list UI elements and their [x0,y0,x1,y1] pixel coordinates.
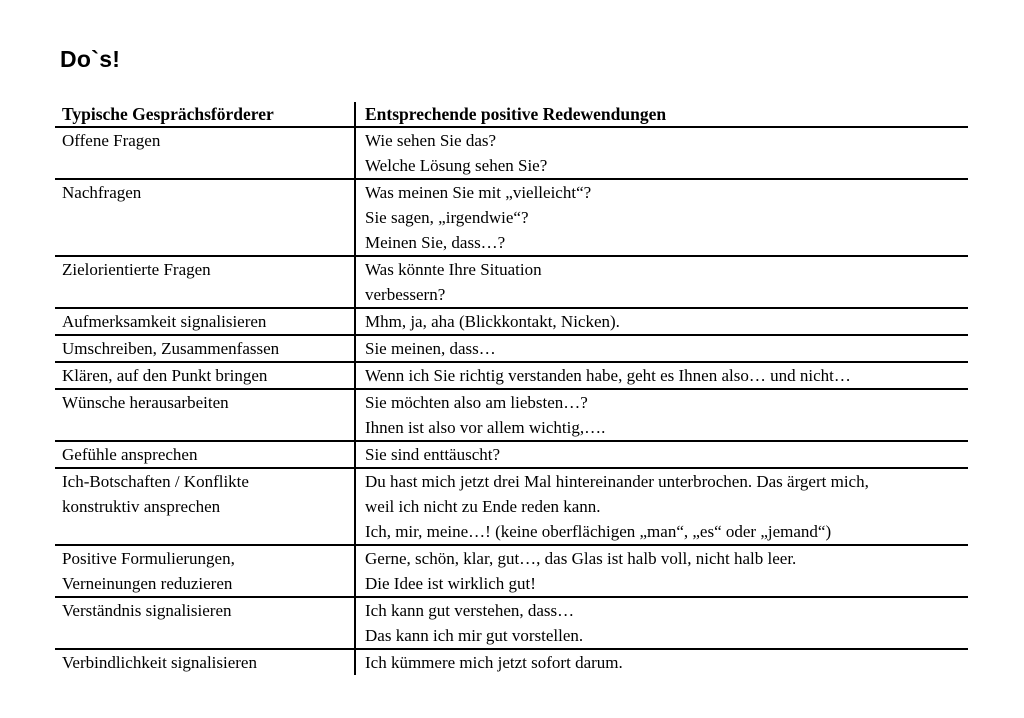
promoter-cell [55,389,355,441]
text-line: Meinen Sie, dass…? [365,233,506,252]
promoter-cell [55,468,355,545]
column-header-promoter: Typische Gesprächsförderer [55,102,355,127]
table-row [55,441,968,468]
phrases-cell [355,597,968,649]
text-line: Die Idee ist wirklich gut! [365,574,536,593]
phrases-cell [355,545,968,597]
table-row [55,545,968,597]
promoter-cell [55,597,355,649]
phrases-cell [355,468,968,545]
text-line: Verständnis signalisieren [62,601,232,620]
promoter-cell [55,127,355,179]
promoter-cell [55,179,355,256]
text-line: Ich, mir, meine…! (keine oberflächigen „man“, „es“ oder „jemand“) [365,522,832,541]
table-row [55,597,968,649]
table-row [55,649,968,675]
table-header-row [55,102,968,127]
table-row [55,468,968,545]
phrases-cell [355,127,968,179]
text-line: Du hast mich jetzt drei Mal hintereinander unterbrochen. Das ärgert mich, [365,472,869,491]
text-line: Sie sind enttäuscht? [365,445,501,464]
text-line: Offene Fragen [62,131,161,150]
text-line: Klären, auf den Punkt bringen [62,366,268,385]
text-line: Das kann ich mir gut vorstellen. [365,626,584,645]
text-line: konstruktiv ansprechen [62,497,221,516]
dos-table [55,102,968,675]
text-line: Ich kümmere mich jetzt sofort darum. [365,653,623,672]
page-title: Do`s! [60,46,121,72]
phrases-cell [355,308,968,335]
text-line: Ich-Botschaften / Konflikte [62,472,249,491]
text-line: Positive Formulierungen, [62,549,235,568]
promoter-cell [55,362,355,389]
text-line: Welche Lösung sehen Sie? [365,156,548,175]
table-row [55,256,968,308]
promoter-cell [55,545,355,597]
text-line: Aufmerksamkeit signalisieren [62,312,267,331]
table-row [55,389,968,441]
promoter-cell [55,441,355,468]
text-line: Wenn ich Sie richtig verstanden habe, geht es Ihnen also… und nicht… [365,366,851,385]
table-row [55,127,968,179]
phrases-cell [355,649,968,675]
text-line: Wünsche herausarbeiten [62,393,229,412]
table-row [55,362,968,389]
text-line: Sie meinen, dass… [365,339,496,358]
text-line: Sie möchten also am liebsten…? [365,393,588,412]
text-line: Was könnte Ihre Situation [365,260,542,279]
text-line: Ich kann gut verstehen, dass… [365,601,575,620]
text-line: Gerne, schön, klar, gut…, das Glas ist halb voll, nicht halb leer. [365,549,797,568]
phrases-cell [355,256,968,308]
text-line: Wie sehen Sie das? [365,131,497,150]
promoter-cell [55,335,355,362]
phrases-cell [355,335,968,362]
phrases-cell [355,389,968,441]
text-line: Verbindlichkeit signalisieren [62,653,257,672]
text-line: Umschreiben, Zusammenfassen [62,339,280,358]
phrases-cell [355,362,968,389]
text-line: weil ich nicht zu Ende reden kann. [365,497,601,516]
promoter-cell [55,649,355,675]
text-line: Mhm, ja, aha (Blickkontakt, Nicken). [365,312,620,331]
promoter-cell [55,308,355,335]
phrases-cell [355,441,968,468]
text-line: Ihnen ist also vor allem wichtig,…. [365,418,606,437]
text-line: Was meinen Sie mit „vielleicht“? [365,183,592,202]
column-header-phrases: Entsprechende positive Redewendungen [365,104,667,124]
table-row [55,179,968,256]
phrases-cell [355,179,968,256]
table-row [55,335,968,362]
text-line: Sie sagen, „irgendwie“? [365,208,529,227]
table-row [55,308,968,335]
text-line: Nachfragen [62,183,142,202]
text-line: Gefühle ansprechen [62,445,198,464]
promoter-cell [55,256,355,308]
text-line: Verneinungen reduzieren [62,574,233,593]
text-line: Zielorientierte Fragen [62,260,211,279]
text-line: verbessern? [365,285,446,304]
